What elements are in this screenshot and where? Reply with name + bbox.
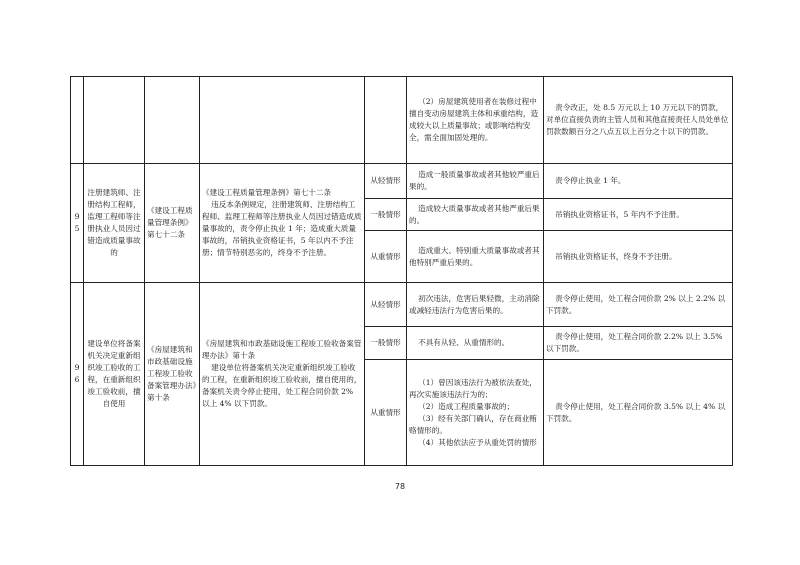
circumstance-cell: （2）房屋建筑使用者在装修过程中擅自变动房屋建筑主体和承重结构，造成较大以上质量事故；或影响结构安全，需全面加固处理的。: [407, 77, 544, 164]
circumstance: 造成一般质量事故或者其他较严重后果的。: [407, 164, 544, 199]
discretion-level: 从轻情形: [365, 283, 407, 327]
circumstance: [407, 360, 544, 466]
circumstance-line: （2）造成工程质量事故的；: [418, 401, 515, 411]
circumstance-line: （3）经有关部门确认，存在商业贿赂情形的。: [409, 413, 537, 435]
page-number: 78: [394, 482, 406, 491]
discretion-level: 从重情形: [365, 360, 407, 466]
provision-body: 建设单位将备案机关决定重新组织竣工验收的工程，在重新组织竣工验收前，擅自使用的，备案机关责令停止使用，处工程合同价款 2% 以上 4% 以下罚款。: [202, 363, 362, 408]
discretion-level: 一般情形: [365, 199, 407, 231]
table-row: [71, 77, 733, 164]
item-number: 95: [71, 164, 84, 283]
violation-cell: [84, 77, 145, 164]
penalty: 责令停止执业 1 年。: [544, 164, 733, 199]
provision-title: 《房屋建筑和市政基础设施工程竣工验收备案管理办法》第十条: [202, 339, 362, 360]
penalty-cell: 责令改正，处 8.5 万元以上 10 万元以下的罚款，对单位直接负责的主管人员和其他直接责任人员处单位罚款数额百分之八点五以上百分之十以下的罚款。: [544, 77, 733, 164]
provision-title: 《建设工程质量管理条例》第七十二条: [202, 188, 332, 197]
item-number-cell: [71, 77, 84, 164]
level-cell: [365, 77, 407, 164]
discretion-level: 从重情形: [365, 231, 407, 283]
circumstance: 造成较大质量事故或者其他严重后果的。: [407, 199, 544, 231]
penalty: 吊销执业资格证书，5 年内不予注册。: [544, 199, 733, 231]
table-row: [71, 283, 733, 327]
circumstance-line: （4）其他依法应予从重处罚的情形: [418, 437, 537, 447]
penalty: 责令停止使用，处工程合同价款 2% 以上 2.2% 以下罚款。: [544, 283, 733, 327]
circumstance: 不具有从轻、从重情形的。: [407, 327, 544, 360]
provision-text: [200, 164, 365, 283]
provision-text: [200, 283, 365, 466]
penalty: 吊销执业资格证书，终身不予注册。: [544, 231, 733, 283]
discretion-level: 一般情形: [365, 327, 407, 360]
provision-text-cell: [200, 77, 365, 164]
circumstance: 初次违法，危害后果轻微，主动消除或减轻违法行为危害后果的。: [407, 283, 544, 327]
provision-body: 违反本条例规定，注册建筑师、注册结构工程师、监理工程师等注册执业人员因过错造成质量事故的，责令停止执业 1 年；造成重大质量事故的，吊销执业资格证书，5 年以内不予注册；情节特别恶劣的，终身不予注册。: [202, 200, 362, 257]
circumstance-line: （1）曾因该违法行为被依法查处，再次实施该违法行为的；: [409, 377, 537, 399]
circumstance: 造成重大、特别重大质量事故或者其他特别严重后果的。: [407, 231, 544, 283]
penalty-discretion-table: [70, 76, 733, 466]
violation-description: 建设单位将备案机关决定重新组织竣工验收的工程，在重新组织竣工验收前，擅自使用: [84, 283, 145, 466]
discretion-level: 从轻情形: [365, 164, 407, 199]
penalty: 责令停止使用，处工程合同价款 2.2% 以上 3.5% 以下罚款。: [544, 327, 733, 360]
penalty: 责令停止使用，处工程合同价款 3.5% 以上 4% 以下罚款。: [544, 360, 733, 466]
item-number: 96: [71, 283, 84, 466]
legal-basis: 《房屋建筑和市政基础设施工程竣工验收备案管理办法》第十条: [145, 283, 200, 466]
table-row: [71, 164, 733, 199]
legal-basis-cell: [145, 77, 200, 164]
legal-basis: 《建设工程质量管理条例》第七十二条: [145, 164, 200, 283]
violation-description: 注册建筑师、注册结构工程师，监理工程师等注册执业人员因过错造成质量事故的: [84, 164, 145, 283]
